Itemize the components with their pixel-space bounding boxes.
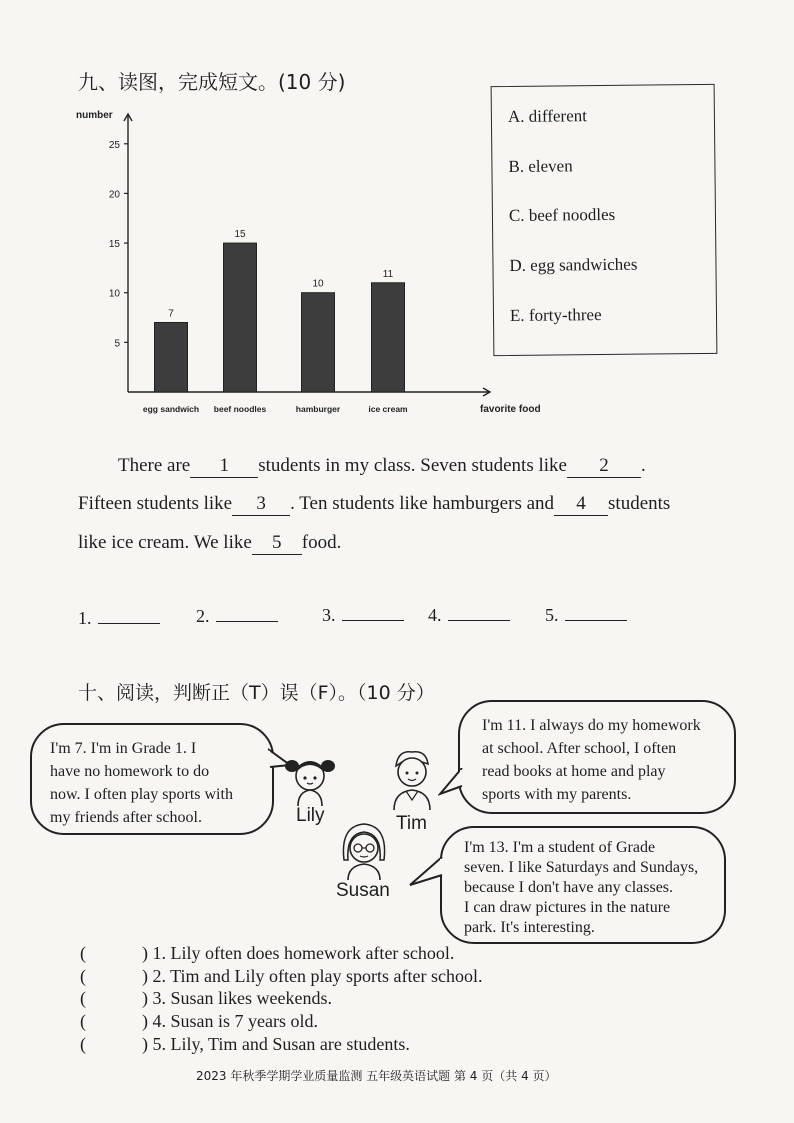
answer-5[interactable]: 5. (545, 605, 627, 626)
bar-value-label: 15 (234, 229, 246, 241)
answer-3[interactable]: 3. (322, 605, 404, 626)
tf-statement-2[interactable]: ( ) 2. Tim and Lily often play sports after school. (80, 966, 483, 986)
page-footer: 2023 年秋季学期学业质量监测 五年级英语试题 第 4 页（共 4 页） (196, 1069, 557, 1083)
susan-bubble-tail (408, 855, 444, 889)
option-b: B. eleven (508, 156, 573, 176)
bar-value-label: 7 (168, 308, 174, 320)
bar-value-label: 11 (382, 268, 394, 280)
lily-name-label: Lily (296, 805, 325, 826)
tim-speech-bubble: I'm 11. I always do my homework at school. After school, I often read books at home and play sports with my parents. (458, 700, 736, 814)
word-bank-box (491, 84, 718, 356)
category-label: egg sandwich (142, 404, 200, 414)
y-tick-label: 15 (108, 239, 120, 251)
favorite-food-bar-chart (70, 100, 560, 430)
tim-illustration (386, 748, 436, 812)
passage-line-2: Fifteen students like 3 . Ten students like hamburgers and 4 students (78, 493, 671, 514)
x-axis-label: favorite food (480, 404, 541, 415)
susan-speech-bubble: I'm 13. I'm a student of Grade seven. I like Saturdays and Sundays, because I don't have any classes. I can draw pictures in the nature park. It's interesting. (440, 826, 726, 944)
passage-line-1: There are 1 students in my class. Seven students like 2 . (118, 455, 646, 476)
bar-ice-cream (372, 283, 405, 392)
susan-illustration (336, 820, 392, 882)
section-10-title: 十、阅读，判断正（T）误（F）。（10 分） (78, 682, 435, 704)
option-d: D. egg sandwiches (509, 254, 638, 275)
y-tick-label: 20 (108, 189, 120, 201)
y-axis-label: number (76, 110, 113, 121)
tim-bubble-tail (438, 768, 464, 798)
y-tick-label: 5 (114, 338, 120, 350)
category-label: hamburger (295, 404, 341, 414)
chart-bars (155, 243, 405, 392)
tf-statement-5[interactable]: ( ) 5. Lily, Tim and Susan are students. (80, 1034, 410, 1054)
y-tick-label: 10 (108, 288, 120, 300)
tf-statement-1[interactable]: ( ) 1. Lily often does homework after school. (80, 943, 455, 963)
category-label: ice cream (368, 404, 408, 414)
category-label: beef noodles (213, 404, 267, 414)
blank-3: 3 (232, 494, 290, 516)
answer-1[interactable]: 1. (78, 608, 160, 629)
answer-4[interactable]: 4. (428, 605, 510, 626)
bar-value-label: 10 (312, 278, 324, 290)
tf-statement-3[interactable]: ( ) 3. Susan likes weekends. (80, 988, 332, 1008)
susan-name-label: Susan (336, 880, 390, 901)
blank-4: 4 (554, 494, 608, 516)
blank-1: 1 (190, 456, 258, 478)
bar-egg-sandwich (155, 323, 188, 393)
y-tick-label: 25 (108, 139, 120, 151)
option-e: E. forty-three (509, 305, 602, 325)
lily-illustration (282, 752, 338, 808)
bar-hamburger (302, 293, 335, 392)
lily-speech-bubble: I'm 7. I'm in Grade 1. I have no homework to do now. I often play sports with my friends after school. (30, 723, 274, 835)
bar-beef-noodles (224, 243, 257, 392)
tim-name-label: Tim (396, 813, 427, 834)
blank-2: 2 (567, 456, 641, 478)
blank-5: 5 (252, 533, 302, 555)
option-a: A. different (507, 106, 588, 127)
section-9-title: 九、读图，完成短文。(10 分) (78, 70, 346, 94)
option-c: C. beef noodles (508, 204, 616, 225)
answer-2[interactable]: 2. (196, 606, 278, 627)
tf-statement-4[interactable]: ( ) 4. Susan is 7 years old. (80, 1011, 318, 1031)
passage-line-3: like ice cream. We like 5 food. (78, 532, 342, 553)
